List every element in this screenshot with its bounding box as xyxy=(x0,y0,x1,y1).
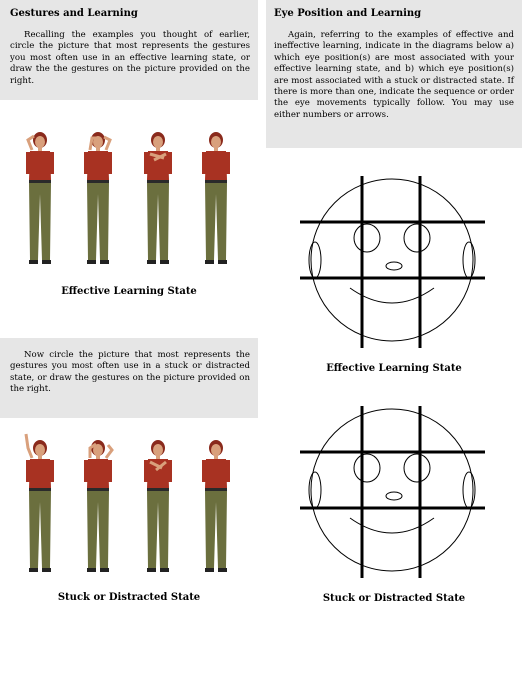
eye-diagram-effective[interactable] xyxy=(292,168,492,358)
gestures-intro-text: Recalling the examples you thought of earlier, circle the picture that most represents the gestures you most often use in an effective learning state, or draw the the gestures on the picture provided on the right. xyxy=(10,30,250,86)
gesture-figure-3[interactable] xyxy=(144,132,172,264)
gesture-figure-stuck-3[interactable] xyxy=(144,440,172,572)
gesture-figure-4[interactable] xyxy=(202,132,230,264)
gestures-heading: Gestures and Learning xyxy=(10,8,138,19)
gesture-figure-stuck-4[interactable] xyxy=(202,440,230,572)
gesture-figure-stuck-1[interactable] xyxy=(26,434,54,572)
gesture-figures-effective xyxy=(0,132,258,272)
face-outline xyxy=(309,409,475,571)
caption-stuck-eyes: Stuck or Distracted State xyxy=(322,593,466,604)
gesture-figure-1[interactable] xyxy=(26,132,54,264)
face-outline xyxy=(309,179,475,341)
gesture-figure-2[interactable] xyxy=(84,132,112,264)
caption-stuck-gestures: Stuck or Distracted State xyxy=(57,592,201,603)
gestures-second-text: Now circle the picture that most represents the gestures you most often use in a stuck or distracted state, or draw the gestures on the picture provided on the right. xyxy=(10,350,250,395)
gesture-figure-stuck-2[interactable] xyxy=(84,440,112,572)
eye-diagram-stuck[interactable] xyxy=(292,398,492,588)
eye-intro-text: Again, referring to the examples of effective and ineffective learning, indicate in the diagrams below a) which eye position(s) are most associated with your effective learning state, and b) which eye position(s) are most associated with a stuck or distracted state. If there is more than one, indicate the sequence or order the eye movements typically follow. You may use either numbers or arrows. xyxy=(274,30,514,120)
caption-effective-eyes: Effective Learning State xyxy=(326,363,462,374)
eye-heading: Eye Position and Learning xyxy=(274,8,422,19)
caption-effective-gestures: Effective Learning State xyxy=(61,286,197,297)
gesture-figures-stuck xyxy=(0,440,258,580)
